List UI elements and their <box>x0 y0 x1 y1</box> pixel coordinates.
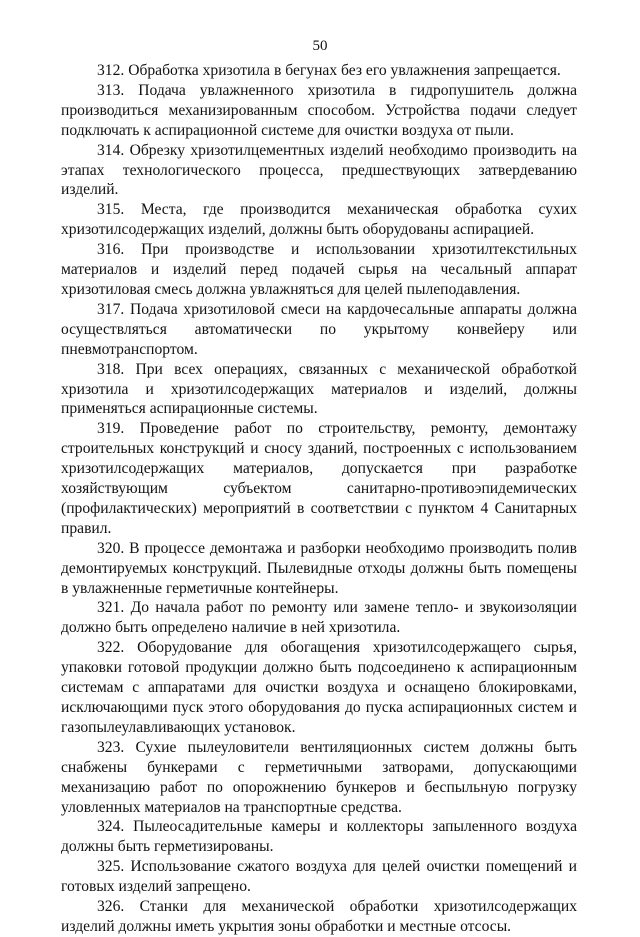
paragraph-323: 323. Сухие пылеуловители вентиляционных систем должны быть снабжены бункерами с герметичными затворами, допускающими механизацию работ по опорожнению бункеров и беспыльную погрузку уловленных материалов на транспортные средства. <box>61 738 577 816</box>
paragraph-314: 314. Обрезку хризотилцементных изделий необходимо производить на этапах технологического процесса, предшествующих затвердеванию изделий. <box>61 141 577 199</box>
paragraph-326: 326. Станки для механической обработки хризотилсодержащих изделий должны иметь укрытия зоны обработки и местные отсосы. <box>61 898 577 935</box>
paragraph-320: 320. В процессе демонтажа и разборки необходимо производить полив демонтируемых конструкций. Пылевидные отходы должны быть помещены в увлажненные герметичные контейнеры. <box>61 539 577 597</box>
paragraph-322: 322. Оборудование для обогащения хризотилсодержащего сырья, упаковки готовой продукции должно быть подсоединено к аспирационным системам с аппаратами для очистки воздуха и оснащено блокировками, исключающими пуск этого оборудования до пуска аспирационных систем и газопылеулавливающих установок. <box>61 639 577 736</box>
page-number: 50 <box>312 38 328 54</box>
document-body <box>61 61 577 937</box>
paragraph-324: 324. Пылеосадительные камеры и коллекторы запыленного воздуха должны быть герметизированы. <box>61 818 577 856</box>
paragraph-315: 315. Места, где производится механическая обработка сухих хризотилсодержащих изделий, должны быть оборудованы аспирацией. <box>61 201 577 239</box>
paragraph-317: 317. Подача хризотиловой смеси на кардочесальные аппараты должна осуществляться автоматически по укрытому конвейеру или пневмотранспортом. <box>61 300 577 358</box>
paragraph-312: 312. Обработка хризотила в бегунах без его увлажнения запрещается. <box>97 62 561 79</box>
paragraph-325: 325. Использование сжатого воздуха для целей очистки помещений и готовых изделий запрещено. <box>61 858 577 896</box>
paragraph-318: 318. При всех операциях, связанных с механической обработкой хризотила и хризотилсодержащих материалов и изделий, должны применяться аспирационные системы. <box>61 360 577 418</box>
paragraph-319: 319. Проведение работ по строительству, ремонту, демонтажу строительных конструкций и сносу зданий, построенных с использованием хризотилсодержащих материалов, допускается при разработке хозяйствующим субъектом санитарно-противоэпидемических (профилактических) мероприятий в соответствии с пунктом 4 Санитарных правил. <box>61 420 577 537</box>
paragraph-316: 316. При производстве и использовании хризотилтекстильных материалов и изделий перед подачей сырья на чесальный аппарат хризотиловая смесь должна увлажняться для целей пылеподавления. <box>61 241 577 298</box>
paragraph-313: 313. Подача увлажненного хризотила в гидропушитель должна производиться механизированным способом. Устройства подачи следует подключать к аспирационной системе для очистки воздуха от пыли. <box>61 81 577 139</box>
paragraph-321: 321. До начала работ по ремонту или замене тепло- и звукоизоляции должно быть определено наличие в ней хризотила. <box>61 599 577 637</box>
